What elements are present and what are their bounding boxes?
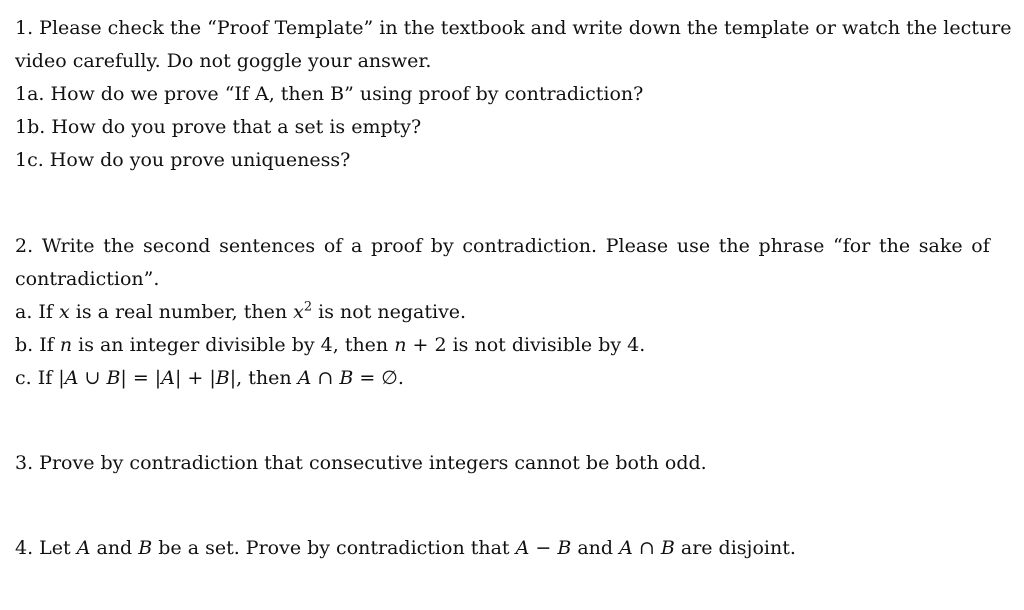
q2-line-1-word: a — [350, 235, 363, 257]
question-4 — [15, 532, 990, 565]
q2-line-1-word: phrase — [758, 235, 825, 257]
q2-line-1-word: second — [143, 235, 211, 257]
q2-line-1-word: use — [676, 235, 711, 257]
q2-line-1-word: sake — [918, 235, 963, 257]
q2-line-1-word: of — [971, 235, 990, 257]
q2-line-1-word: the — [878, 235, 911, 257]
q2-line-1-word: the — [103, 235, 135, 257]
q2b: b. If n is an integer divisible by 4, then n + 2 is not divisible by 4. — [15, 334, 646, 356]
q2-line-1-word: by — [430, 235, 454, 257]
q2-line-1 — [15, 230, 990, 263]
q2-line-1-word: the — [718, 235, 750, 257]
worksheet — [15, 12, 1012, 565]
q2-line-1-word: “for — [833, 235, 871, 257]
q1b: 1b. How do you prove that a set is empty? — [15, 116, 422, 138]
q2-line-2: contradiction”. — [15, 268, 160, 290]
question-3 — [15, 447, 990, 480]
q3-text: 3. Prove by contradiction that consecutive integers cannot be both odd. — [15, 452, 707, 474]
q2-line-1-word: 2. — [15, 235, 34, 257]
q1a: 1a. How do we prove “If A, then B” using proof by contradiction? — [15, 83, 644, 105]
q2a: a. If x is a real number, then $x^2$ is not negative. — [15, 299, 467, 323]
q2-line-1-word: sentences — [219, 235, 316, 257]
q2c: c. If |A ∪ B| = |A| + |B|, then A ∩ B = ∅. — [15, 367, 404, 389]
q2-line-1-word: of — [323, 235, 343, 257]
question-2 — [15, 230, 990, 395]
question-1 — [15, 12, 1012, 177]
q1c: 1c. How do you prove uniqueness? — [15, 149, 351, 171]
q1-line-1: 1. Please check the “Proof Template” in the textbook and write down the template or watch the lecture — [15, 17, 1012, 39]
q2-line-1-word: Please — [605, 235, 669, 257]
q2-line-1-word: contradiction. — [462, 235, 598, 257]
q4-text: 4. Let A and B be a set. Prove by contradiction that A − B and A ∩ B are disjoint. — [15, 537, 796, 559]
q1-line-2: video carefully. Do not goggle your answer. — [15, 50, 432, 72]
q2-line-1-word: proof — [370, 235, 423, 257]
q2-line-1-word: Write — [41, 235, 95, 257]
